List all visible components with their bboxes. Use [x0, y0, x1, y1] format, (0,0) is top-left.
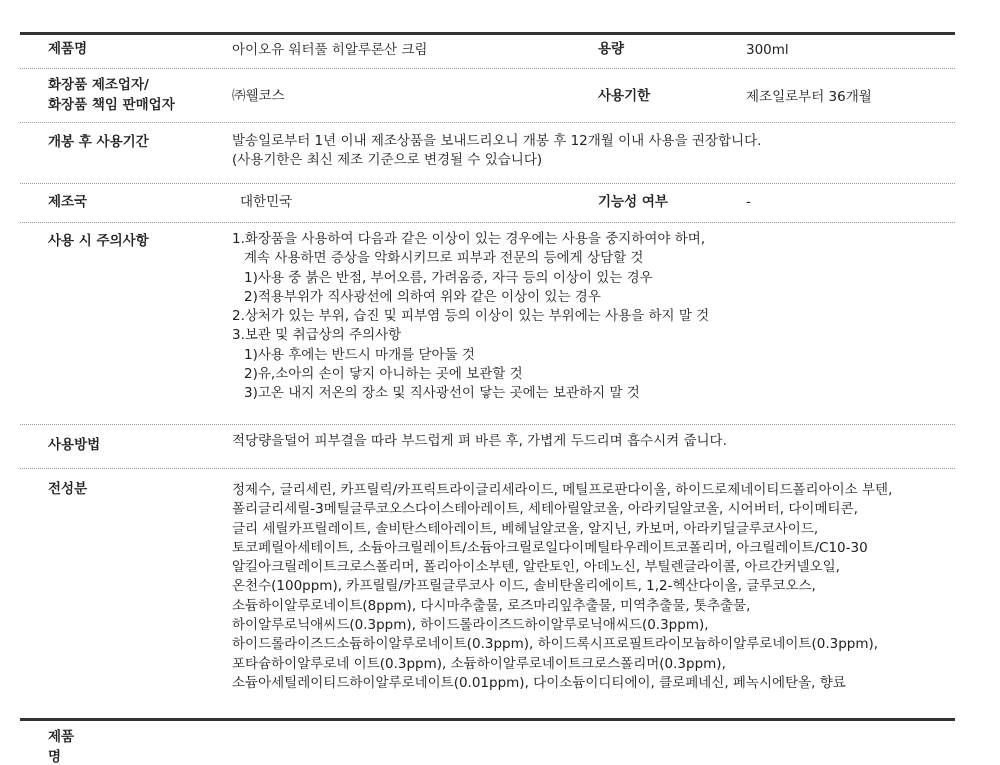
manufacturer-value: ㈜웰코스 — [232, 88, 285, 104]
caution-line: 계속 사용하면 증상을 악화시키므로 피부과 전문의 등에게 상담할 것 — [244, 250, 644, 267]
functional-label: 기능성 여부 — [598, 194, 668, 210]
capacity-label: 용량 — [598, 41, 625, 57]
ingredient-line: 소듐아세틸레이티드하이알루로네이트(0.01ppm), 다이소듐이디티에이, 클로페네신, 페녹시에탄올, 향료 — [232, 674, 846, 691]
product-name-value: 아이오유 워터풀 히알루론산 크림 — [232, 42, 428, 58]
row-divider — [20, 222, 955, 223]
ingredient-line: 글리 세릴카프릴레이트, 솔비탄스테아레이트, 베헤닐알코올, 알지닌, 카보머, 아라키딜글루코사이드, — [232, 520, 819, 537]
product-name-label: 제품명 — [48, 41, 88, 57]
caution-line: 3.보관 및 취급상의 주의사항 — [232, 327, 402, 344]
after-opening-line: 발송일로부터 1년 이내 제조상품을 보내드리오니 개봉 후 12개월 이내 사용을 권장합니다. — [232, 133, 762, 149]
expiry-value: 제조일로부터 36개월 — [746, 89, 872, 105]
ingredient-line: 포타슘하이알루로네 이트(0.3ppm), 소듐하이알루로네이트크로스폴리머(0.3ppm), — [232, 655, 726, 672]
country-value: 대한민국 — [240, 194, 293, 210]
functional-value: - — [746, 194, 751, 210]
ingredient-line: 알킬아크릴레이트크로스폴리머, 폴리아이소부텐, 알란토인, 아데노신, 부틸렌글라이콜, 아르간커넬오일, — [232, 559, 840, 576]
caution-line: 2.상처가 있는 부위, 습진 및 피부염 등의 이상이 있는 부위에는 사용을 하지 말 것 — [232, 308, 710, 325]
caution-line: 1)사용 중 붉은 반점, 부어오름, 가려움증, 자극 등의 이상이 있는 경우 — [244, 269, 653, 286]
cautions-text — [232, 230, 709, 404]
usage-value: 적당량을덜어 피부결을 따라 부드럽게 펴 바른 후, 가볍게 두드리며 흡수시켜 줍니다. — [232, 433, 727, 449]
caution-line: 1)사용 후에는 반드시 마개를 닫아둘 것 — [244, 346, 475, 363]
after-opening-text — [232, 132, 761, 171]
row-divider — [20, 468, 955, 469]
row-divider — [20, 122, 955, 123]
after-opening-label: 개봉 후 사용기간 — [48, 134, 149, 150]
ingredient-line: 온천수(100ppm), 카프릴릴/카프릴글루코사 이드, 솔비탄올리에이트, 1,2-헥산다이올, 글루코오스, — [232, 578, 816, 595]
table-top-border — [20, 32, 955, 35]
cautions-label: 사용 시 주의사항 — [48, 233, 149, 249]
after-opening-line: (사용기한은 최신 제조 기준으로 변경될 수 있습니다) — [232, 152, 543, 169]
expiry-label: 사용기한 — [598, 88, 651, 104]
ingredients-text — [232, 481, 892, 693]
country-label: 제조국 — [48, 194, 88, 210]
ingredient-line: 폴리글리세릴-3메틸글루코오스다이스테아레이트, 세테아릴알코올, 아라키딜알코올, 시어버터, 다이메티콘, — [232, 501, 858, 518]
manufacturer-label-line2: 화장품 책임 판매업자 — [48, 97, 175, 113]
capacity-value: 300ml — [746, 42, 789, 58]
table-bottom-border — [20, 718, 955, 721]
row-divider — [20, 183, 955, 184]
manufacturer-label-line1: 화장품 제조업자/ — [48, 77, 149, 93]
ingredient-line: 정제수, 글리세린, 카프릴릭/카프릭트라이글리세라이드, 메틸프로판다이올, 하이드로제네이티드폴리아이소 부텐, — [232, 482, 893, 498]
row-divider — [20, 424, 955, 425]
ingredient-line: 하이알루로닉애씨드(0.3ppm), 하이드롤라이즈드하이알루로닉애씨드(0.3ppm), — [232, 617, 709, 634]
next-section-label — [48, 729, 84, 765]
ingredient-line: 소듐하이알루로네이트(8ppm), 다시마추출물, 로즈마리잎추출물, 미역추출물, 톳추출물, — [232, 597, 751, 614]
ingredient-line: 하이드롤라이즈드소듐하이알루로네이트(0.3ppm), 하이드록시프로필트라이모늄하이알루로네이트(0.3ppm), — [232, 636, 879, 653]
caution-line: 2)적용부위가 직사광선에 의하여 위와 같은 이상이 있는 경우 — [244, 288, 601, 305]
next-section-label-text: 제품명 — [48, 729, 75, 765]
row-divider — [20, 68, 955, 69]
caution-line: 3)고온 내지 저온의 장소 및 직사광선이 닿는 곳에는 보관하지 말 것 — [244, 385, 640, 402]
ingredients-label: 전성분 — [48, 481, 88, 497]
caution-line: 2)유,소아의 손이 닿지 아니하는 곳에 보관할 것 — [244, 366, 523, 383]
ingredient-line: 토코페릴아세테이트, 소듐아크릴레이트/소듐아크릴로일다이메틸타우레이트코폴리머, 아크릴레이트/C10-30 — [232, 539, 868, 556]
caution-line: 1.화장품을 사용하여 다음과 같은 이상이 있는 경우에는 사용을 중지하여야 하며, — [232, 231, 706, 247]
usage-label: 사용방법 — [48, 437, 101, 453]
